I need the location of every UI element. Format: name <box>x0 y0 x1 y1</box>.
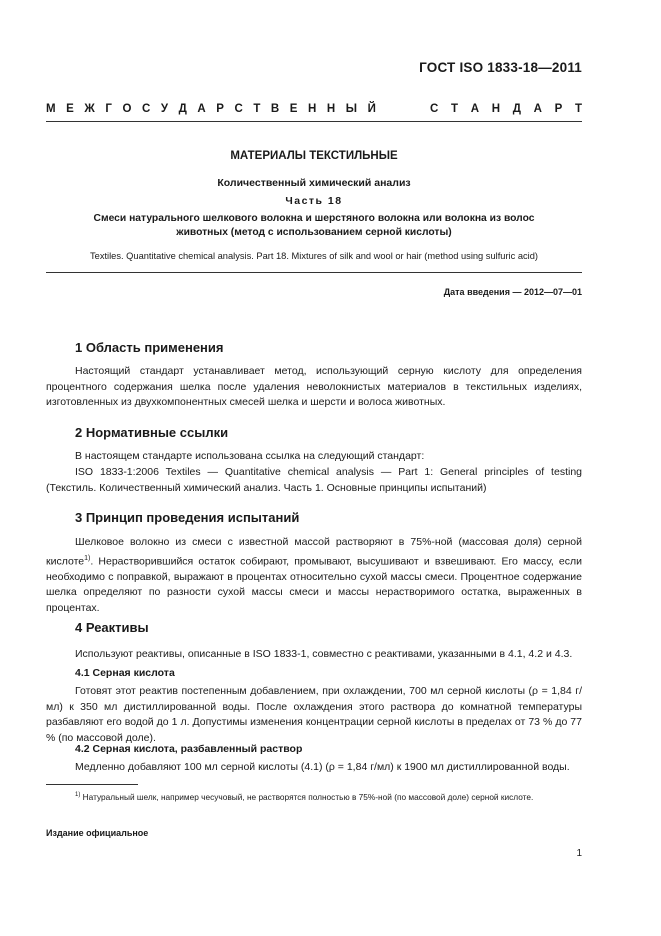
footnote-reference: 1) <box>84 554 91 562</box>
footnote-text: Натуральный шелк, например чесучовый, не растворятся полностью в 75%-ной (по массовой доле) серной кислоте. <box>80 791 534 802</box>
footnote-mark: 1) <box>75 792 81 798</box>
title-divider <box>46 272 582 273</box>
interstate-word <box>46 103 376 115</box>
heading-letter: Е <box>66 103 74 115</box>
english-title: Textiles. Quantitative chemical analysis. Part 18. Mixtures of silk and wool or hair (method using sulfuric acid) <box>90 251 538 261</box>
heading-letter: С <box>430 103 439 115</box>
heading-letter: Т <box>574 103 582 115</box>
document-title: МАТЕРИАЛЫ ТЕКСТИЛЬНЫЕ <box>230 150 398 162</box>
heading-letter: Д <box>512 103 521 115</box>
section-3-text-part-a: Шелковое волокно из смеси с известной массой растворяют в 75%-ной (массовая доля) серной кислоте <box>46 536 582 567</box>
standard-word <box>430 103 582 115</box>
section-2-text: В настоящем стандарте использована ссылка на следующий стандарт: <box>75 450 425 462</box>
heading-letter: М <box>46 103 56 115</box>
heading-letter: Г <box>105 103 112 115</box>
heading-letter: У <box>160 103 168 115</box>
heading-letter: А <box>197 103 206 115</box>
heading-divider <box>46 121 582 122</box>
section-3-heading: 3 Принцип проведения испытаний <box>75 510 300 525</box>
heading-letter: О <box>122 103 132 115</box>
section-4-2-heading: 4.2 Серная кислота, разбавленный раствор <box>75 743 303 755</box>
heading-letter: С <box>234 103 243 115</box>
heading-letter: Ы <box>345 103 358 115</box>
heading-letter: В <box>270 103 280 115</box>
heading-letter: Й <box>367 103 376 115</box>
heading-letter: А <box>533 103 542 115</box>
heading-letter: Н <box>491 103 501 115</box>
heading-letter: Ж <box>84 103 95 115</box>
section-4-text: Используют реактивы, описанные в ISO 1833-1, совместно с реактивами, указанными в 4.1, 4.2 и 4.3. <box>75 648 573 660</box>
introduction-date: Дата введения — 2012—07—01 <box>443 287 582 297</box>
section-4-1-heading: 4.1 Серная кислота <box>75 667 175 679</box>
heading-letter: С <box>141 103 151 115</box>
section-2-reference: ISO 1833-1:2006 Textiles — Quantitative chemical analysis — Part 1: General principles of testing (Текстиль. Количественный химический анализ. Часть 1. Основные принципы испытаний) <box>46 466 582 494</box>
official-edition-label: Издание официальное <box>46 828 149 838</box>
section-1-heading: 1 Область применения <box>75 340 224 355</box>
section-1-text: Настоящий стандарт устанавливает метод, использующий серную кислоту для определения процентного содержания шелка после удаления неволокнистых материалов в текстильных изделиях, изготовленных из двухкомпонентных смесей шелка и шерсти и волоса животных. <box>46 365 582 408</box>
heading-letter: Д <box>178 103 187 115</box>
document-subtitle: Количественный химический анализ <box>217 177 411 189</box>
heading-letter: Р <box>216 103 224 115</box>
heading-letter: Т <box>253 103 261 115</box>
heading-letter: Н <box>326 103 336 115</box>
heading-letter: Т <box>451 103 459 115</box>
page-number: 1 <box>576 848 582 859</box>
interstate-standard-heading <box>46 103 582 115</box>
footnote-divider <box>46 784 138 785</box>
document-description: Смеси натурального шелкового волокна и шерстяного волокна или волокна из волос животных (метод с использованием серной кислоты) <box>93 213 535 238</box>
section-4-1-text: Готовят этот реактив постепенным добавлением, при охлаждении, 700 мл серной кислоты (ρ = 1,84 г/мл) к 350 мл дистиллированной воды. После охлаждения этого раствора до комнатной температуры разбавляют его водой до 1 л. Допустимы изменения концентрации серной кислоты в пределах от 73 % до 77 % (по массовой доле). <box>46 685 582 744</box>
document-part: Часть 18 <box>285 195 343 207</box>
section-3-text-part-b: . Нерастворившийся остаток собирают, промывают, высушивают и взвешивают. Его массу, если необходимо с поправкой, выражают в процентах относительно сухой массы смеси. Процентное содержание шелка определяют по разности сухой массы смеси и массы нерастворимого остатка, выраженных в процентах. <box>46 555 582 614</box>
section-2-heading: 2 Нормативные ссылки <box>75 425 229 440</box>
heading-letter: Р <box>554 103 563 115</box>
footnote <box>46 788 582 805</box>
section-4-2-text: Медленно добавляют 100 мл серной кислоты (4.1) (ρ = 1,84 г/мл) к 1900 мл дистиллированной воды. <box>75 761 570 773</box>
section-4-heading: 4 Реактивы <box>75 620 149 635</box>
section-3-text <box>46 535 582 616</box>
heading-letter: Н <box>308 103 317 115</box>
heading-letter: Е <box>289 103 298 115</box>
document-code: ГОСТ ISO 1833-18—2011 <box>419 60 582 75</box>
heading-letter: А <box>470 103 480 115</box>
